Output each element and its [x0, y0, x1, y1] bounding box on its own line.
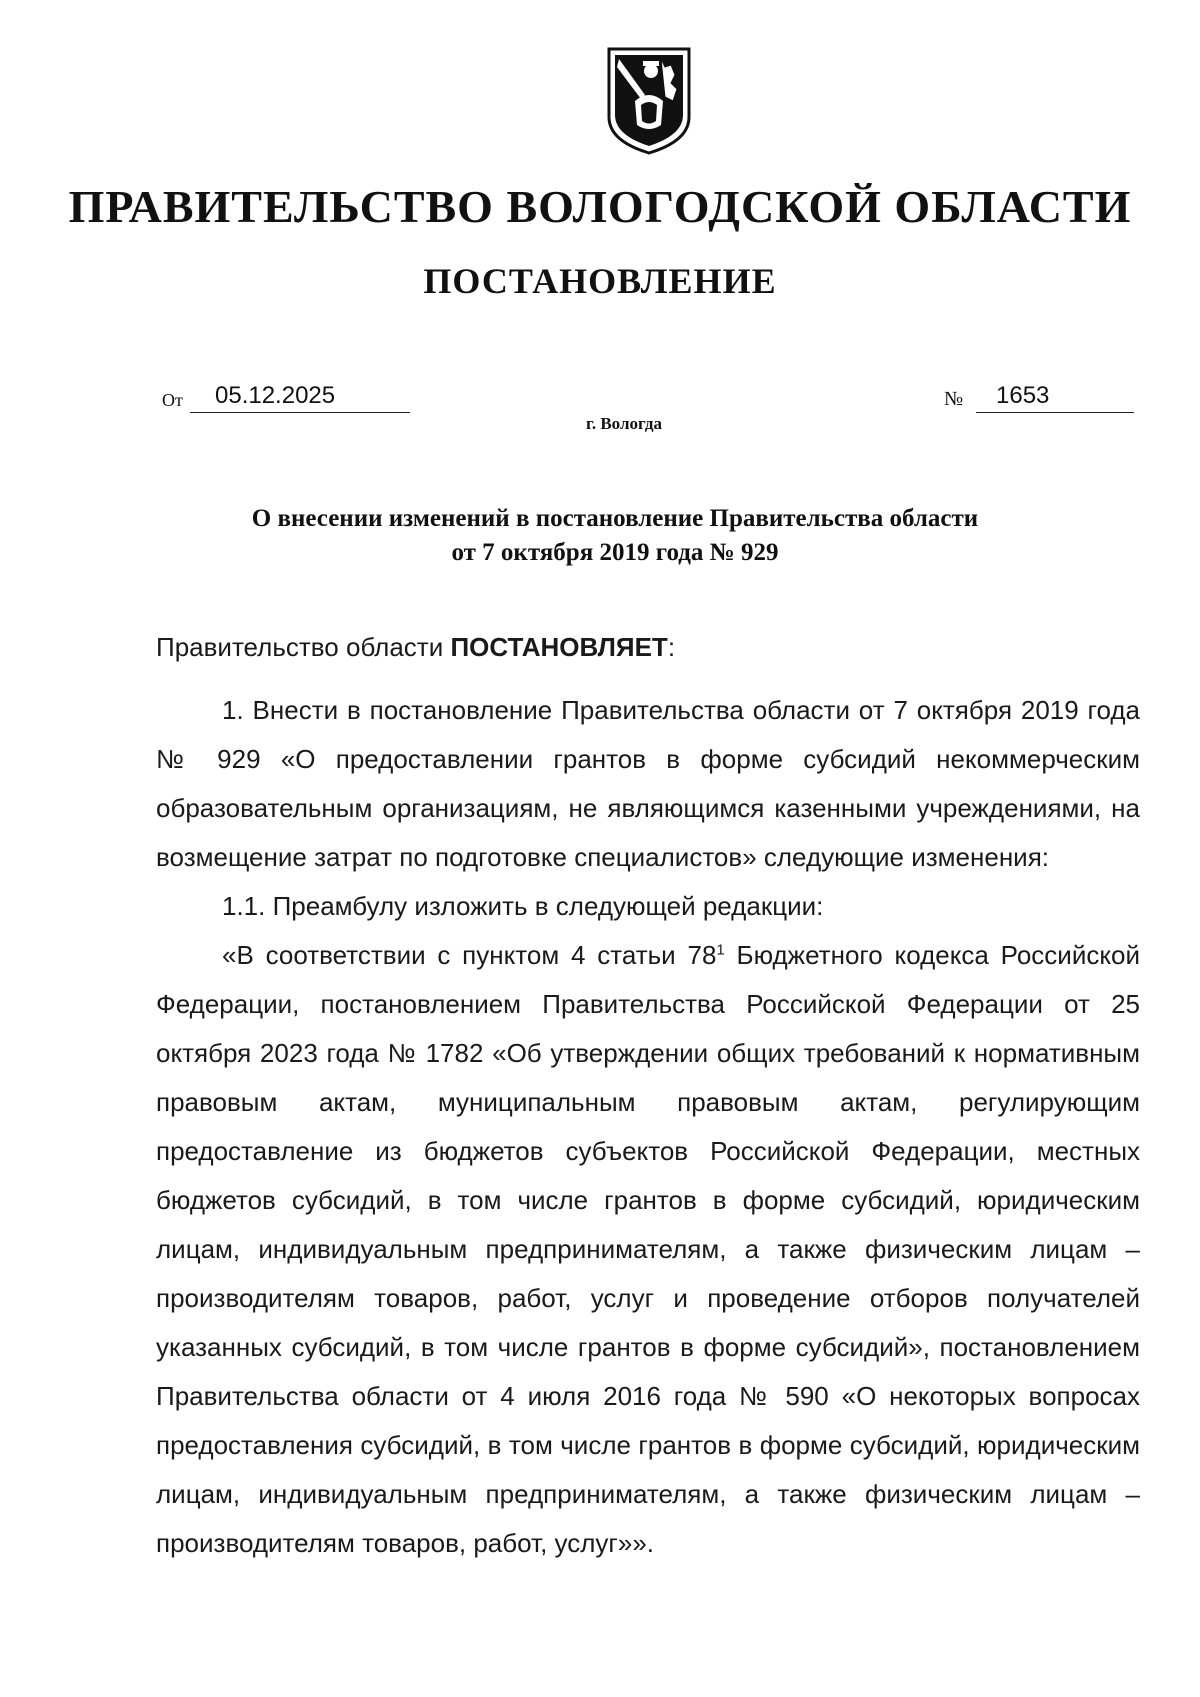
- number-underline: [976, 412, 1134, 413]
- intro-keyword: ПОСТАНОВЛЯЕТ: [450, 632, 668, 662]
- subject-line-1: О внесении изменений в постановление Правительства области: [251, 505, 979, 532]
- preamble-quote-paragraph: [156, 931, 1140, 1568]
- date-prefix: От: [162, 390, 183, 410]
- intro-paragraph: [156, 623, 1140, 672]
- date-underline: [190, 412, 410, 413]
- quote-before-sup: «В соответствии с пунктом 4 статьи 78: [222, 940, 717, 970]
- document-type-title: ПОСТАНОВЛЕНИЕ: [423, 261, 777, 301]
- subject-line-2: от 7 октября 2019 года № 929: [451, 539, 779, 566]
- document-date: 05.12.2025: [215, 382, 336, 409]
- government-title: ПРАВИТЕЛЬСТВО ВОЛОГОДСКОЙ ОБЛАСТИ: [68, 181, 1132, 232]
- item-1-1-paragraph: 1.1. Преамбулу изложить в следующей редакции:: [222, 891, 824, 921]
- document-body: [156, 623, 1140, 1568]
- number-prefix: №: [944, 388, 964, 410]
- item-1-paragraph: 1. Внести в постановление Правительства области от 7 октября 2019 года № 929 «О предоставлении грантов в форме субсидий некоммерческим образовательным организациям, не являющимся казенными учреждениями, на возмещение затрат по подготовке специалистов» следующие изменения:: [156, 695, 1140, 872]
- coat-of-arms-icon: [605, 45, 693, 155]
- document-subject: [150, 502, 1080, 570]
- city-label: г. Вологда: [586, 414, 662, 433]
- document-number: 1653: [996, 382, 1050, 409]
- intro-prefix: Правительство области: [156, 632, 451, 662]
- intro-suffix: :: [667, 632, 676, 662]
- quote-after-sup: Бюджетного кодекса Российской Федерации, постановлением Правительства Российской Федерации от 25 октября 2023 года № 1782 «Об утверждении общих требований к нормативным правовым актам, муниципальным правовым актам, регулирующим предоставление из бюджетов субъектов Российской Федерации, местных бюджетов субсидий, в том числе грантов в форме субсидий, юридическим лицам, индивидуальным предпринимателям, а также физическим лицам – производителям товаров, работ, услуг и проведение отборов получателей указанных субсидий, в том числе грантов в форме субсидий», постановлением Правительства области от 4 июля 2016 года № 590 «О некоторых вопросах предоставления субсидий, в том числе грантов в форме субсидий, юридическим лицам, индивидуальным предпринимателям, а также физическим лицам – производителям товаров, работ, услуг»».: [156, 940, 1140, 1558]
- article-superscript: 1: [716, 941, 725, 959]
